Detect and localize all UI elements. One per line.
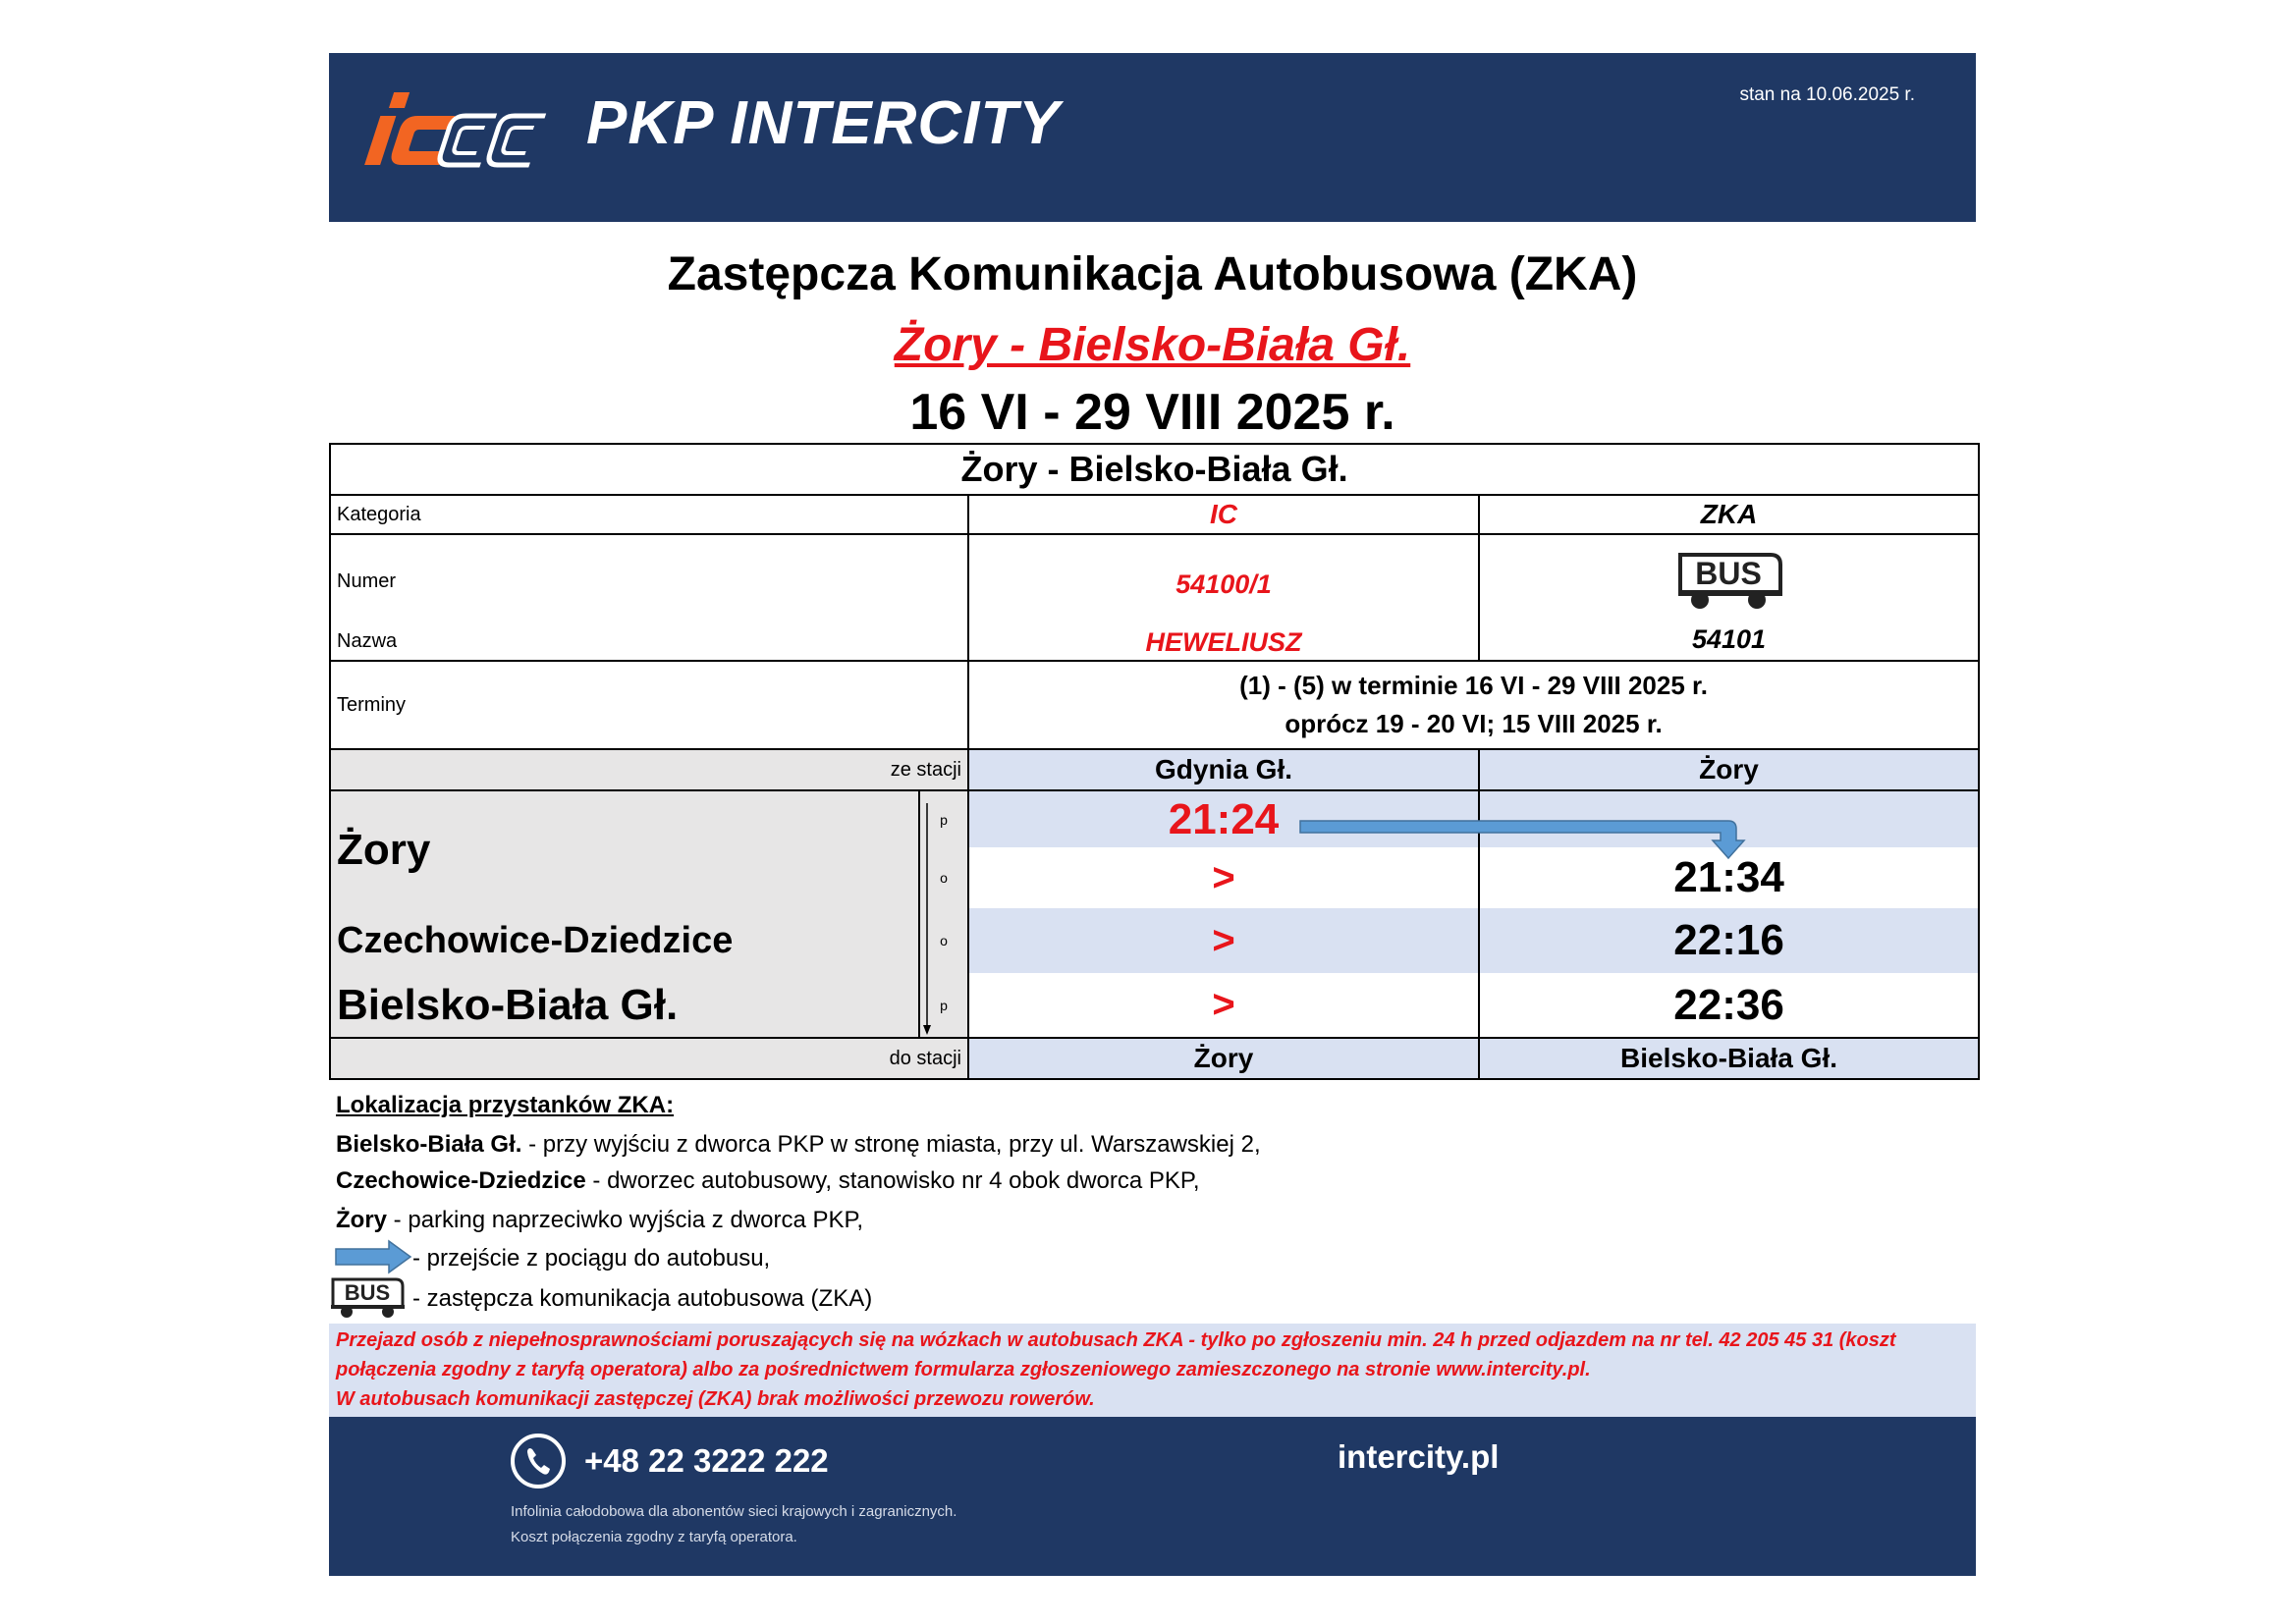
label-terminy: Terminy [330, 661, 968, 749]
station-zory: Żory [330, 790, 919, 908]
train-from: Gdynia Gł. [968, 749, 1479, 790]
phone-icon [510, 1433, 567, 1489]
label-nazwa: Nazwa [337, 630, 398, 652]
train-name: HEWELIUSZ [1145, 627, 1302, 657]
transfer-arrow-icon [1296, 807, 1748, 862]
legend-bus-text: - zastępcza komunikacja autobusowa (ZKA) [412, 1285, 873, 1312]
train-time-bielsko: > [968, 973, 1479, 1038]
station-zory-arr: p [919, 790, 968, 847]
bus-time-czechowice: 22:16 [1479, 908, 1979, 973]
station-bielsko-arr: p [919, 973, 968, 1038]
footer-banner [329, 1417, 1976, 1576]
terminy-value [968, 661, 1979, 749]
phone-number[interactable]: +48 22 3222 222 [584, 1442, 829, 1479]
terminy-line-2: oprócz 19 - 20 VI; 15 VIII 2025 r. [1285, 709, 1663, 738]
bus-time-bielsko: 22:36 [1479, 973, 1979, 1038]
bus-number-cell [1479, 534, 1979, 661]
period-title: 16 VI - 29 VIII 2025 r. [909, 384, 1395, 441]
warning-line-3: W autobusach komunikacji zastępczej (ZKA) brak możliwości przewozu rowerów. [336, 1388, 1095, 1410]
legend-station-czechowice: Czechowice-Dziedzice [336, 1167, 586, 1194]
right-arrow-icon [334, 1239, 412, 1274]
bus-icon [1674, 551, 1784, 612]
warning-line-1: Przejazd osób z niepełnosprawnościami poruszających się na wózkach w autobusach ZKA - tylko po zgłoszeniu min. 24 h przed odjazdem na nr tel. 42 205 45 31 (koszt [336, 1329, 1896, 1351]
down-arrow-icon [921, 803, 933, 1039]
train-time-zory-dep: > [968, 847, 1479, 908]
label-do-stacji: do stacji [330, 1038, 968, 1079]
legend-station-zory: Żory [336, 1207, 388, 1233]
timetable-route-header: Żory - Bielsko-Biała Gł. [330, 444, 1979, 495]
route-title: Żory - Bielsko-Biała Gł. [894, 319, 1411, 371]
warning-line-2: połączenia zgodny z taryfą operatora) albo za pośrednictwem formularza zgłoszeniowego zamieszczonego na stronie www.intercity.pl. [336, 1359, 1591, 1380]
legend-item-czechowice [336, 1167, 1200, 1195]
legend-item-bielsko [336, 1131, 1261, 1159]
legend-text-czechowice: - dworzec autobusowy, stanowisko nr 4 obok dworca PKP, [585, 1167, 1200, 1194]
bus-icon [329, 1276, 406, 1320]
terminy-line-1: (1) - (5) w terminie 16 VI - 29 VIII 2025 r. [1239, 671, 1708, 700]
legend-text-bielsko: - przy wyjściu z dworca PKP w stronę miasta, przy ul. Warszawskiej 2, [521, 1131, 1261, 1158]
legend-bus-icon-label: BUS [344, 1280, 391, 1305]
station-zory-dep: o [919, 847, 968, 908]
station-czechowice-dep: o [919, 908, 968, 973]
bus-icon-label: BUS [1694, 556, 1762, 591]
train-category: IC [968, 495, 1479, 534]
bus-from: Żory [1479, 749, 1979, 790]
brand-name: PKP INTERCITY [586, 89, 1061, 157]
header-banner [329, 53, 1976, 222]
status-date: stan na 10.06.2025 r. [1739, 84, 1915, 105]
train-time-czechowice: > [968, 908, 1479, 973]
website-link[interactable]: intercity.pl [1338, 1438, 1500, 1475]
legend-text-zory: - parking naprzeciwko wyjścia z dworca PKP, [387, 1207, 864, 1233]
accessibility-warning [329, 1324, 1976, 1417]
legend-heading: Lokalizacja przystanków ZKA: [336, 1092, 675, 1118]
intercity-logo-icon [353, 75, 569, 173]
train-number: 54100/1 [1175, 569, 1272, 599]
bus-category: ZKA [1479, 495, 1979, 534]
legend-arrow-text: - przejście z pociągu do autobusu, [412, 1245, 771, 1272]
footer-note-2: Koszt połączenia zgodny z taryfą operatora. [511, 1529, 797, 1545]
label-ze-stacji: ze stacji [330, 749, 968, 790]
train-number-name [968, 534, 1479, 661]
timetable [329, 443, 1978, 1080]
legend-station-bielsko: Bielsko-Biała Gł. [336, 1131, 522, 1158]
label-numer: Numer [337, 570, 397, 592]
bus-to: Bielsko-Biała Gł. [1479, 1038, 1979, 1079]
label-numer-nazwa [330, 534, 968, 661]
legend-arrow [334, 1239, 412, 1274]
station-bielsko: Bielsko-Biała Gł. [330, 973, 919, 1038]
legend-bus [329, 1276, 406, 1320]
label-kategoria: Kategoria [330, 495, 968, 534]
bus-time-zory-dep: 21:34 [1479, 847, 1979, 908]
legend-item-zory [336, 1207, 863, 1234]
page-title: Zastępcza Komunikacja Autobusowa (ZKA) [667, 248, 1638, 300]
train-time-zory-arr: 21:24 [968, 790, 1479, 847]
train-to: Żory [968, 1038, 1479, 1079]
footer-note-1: Infolinia całodobowa dla abonentów sieci krajowych i zagranicznych. [511, 1503, 957, 1520]
station-czechowice: Czechowice-Dziedzice [330, 908, 919, 973]
bus-number: 54101 [1691, 624, 1767, 654]
